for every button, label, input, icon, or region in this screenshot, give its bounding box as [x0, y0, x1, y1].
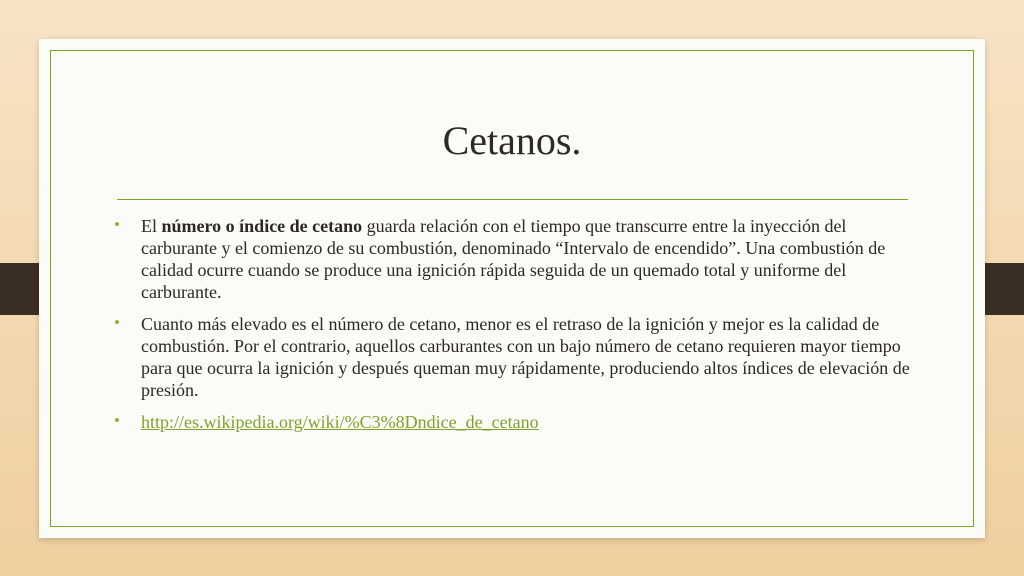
slide-card: [39, 39, 985, 538]
bullet-item: [114, 411, 914, 433]
bullet-item: [114, 215, 914, 303]
slide-title: Cetanos.: [442, 118, 582, 163]
bullet-bold-term: número o índice de cetano: [161, 216, 363, 236]
bullet-text-rest: guarda relación con el tiempo que transcurre entre la inyección del carburante y el comienzo de su combustión, denominado “Intervalo de encendido”. Una combustión de calidad ocurre cuando se produce una ignición rápida seguida de un quemado total y uniforme del carburante.: [141, 216, 886, 302]
bullet-icon: •: [114, 215, 120, 234]
bullet-text: Cuanto más elevado es el número de cetano, menor es el retraso de la ignición y mejor es la calidad de combustión. Por el contrario, aquellos carburantes con un bajo número de cetano requieren mayor tiempo para que ocurra la ignición y después queman muy rápidamente, produciendo altos índices de elevación de presión.: [141, 314, 910, 400]
wikipedia-link[interactable]: http://es.wikipedia.org/wiki/%C3%8Dndice_de_cetano: [141, 412, 539, 432]
bullet-item: [114, 313, 914, 401]
bullet-text-prefix: El: [141, 216, 162, 236]
bullet-icon: •: [114, 411, 120, 430]
slide-body: [114, 215, 914, 443]
title-divider: [117, 199, 908, 200]
bullet-icon: •: [114, 313, 120, 332]
